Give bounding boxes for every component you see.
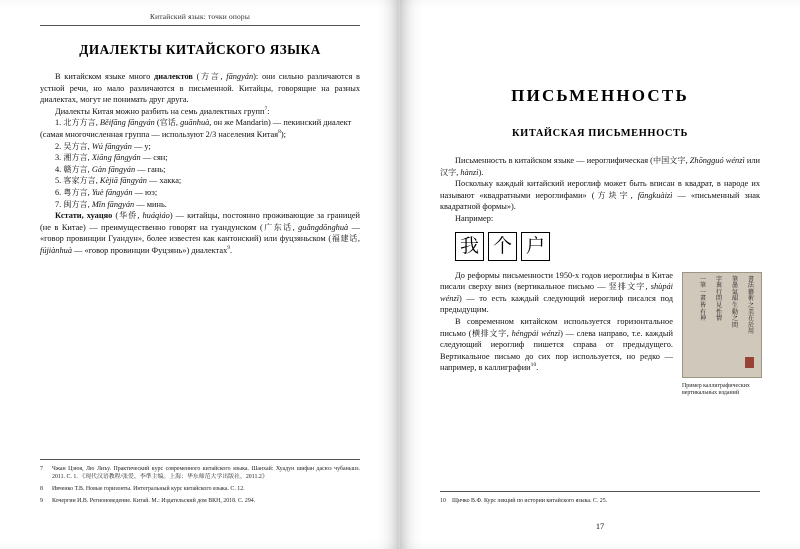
footnote-number: 8 xyxy=(40,485,43,492)
page-number: 17 xyxy=(595,522,605,531)
footnote-7 xyxy=(40,465,360,481)
dialect-list-item-7: 7. 闽方言, Mǐn fāngyán — минь. xyxy=(55,198,167,209)
paragraph-seven-groups: Диалекты Китая можно разбить на семь диалектных групп$^7$: xyxy=(55,106,270,116)
dialect-list-item-3: 3. 湘方言, Xiāng fāngyán — сян; xyxy=(55,152,168,163)
calligraphy-figure xyxy=(682,272,760,398)
calligraphy-image xyxy=(682,272,762,378)
footnote-number: 7 xyxy=(40,465,43,472)
subsection-title: КИТАЙСКАЯ ПИСЬМЕННОСТЬ xyxy=(512,128,688,139)
left-footnotes xyxy=(40,459,360,509)
paragraph-huaqiao: Кстати, хуацяо (华侨, huáqiáo) — китайцы, постоянно проживающие за границей (не в Китае) — преимущественно говорят на гуандунском (广东话, guǎngdōnghuà — «говор провинции Гуандун», более известен как кантонский) или фуцзяньском (福建话, fújiànhuà — «говор провинции Фуцзянь») диалектах$^9$. xyxy=(40,210,360,255)
figure-caption: Пример каллиграфических вертикальных изданий xyxy=(682,382,750,397)
paragraph-dialects-intro: В китайском языке много диалектов (方言, fāngyán): они сильно различаются в устной речи, но мало различаются в письменной. Китайцы, говорящие на разных диалектах, могут не понимать друг друга. xyxy=(40,71,360,105)
dialect-list-item-2: 2. 吴方言, Wú fāngyán — у; xyxy=(55,140,151,151)
footnote-8 xyxy=(40,485,360,493)
dialect-list-item-6: 6. 粤方言, Yuè fāngyán — юэ; xyxy=(55,186,158,197)
paragraph-vertical-writing: До реформы письменности 1950-х годов иероглифы в Китае писали сверху вниз (вертикальное письмо — 竖排文字, shùpái wénzì) — то есть каждый следующий иероглиф писался под предыдущим. xyxy=(440,270,673,315)
calligraphy-column-4: 一筆一畫皆有神 xyxy=(699,275,707,323)
right-page xyxy=(400,0,800,549)
calligraphy-column-2: 筆墨氣韻生動之間 xyxy=(731,275,739,329)
footnote-text: Щичко В.Ф. Курс лекций по истории китайского языка. С. 25. xyxy=(452,497,608,504)
dialect-list-item-1: 1. 北方方言, Běifāng fāngyán (官话, guānhuà, он же Mandarin) — пекинский диалект (самая многочисленная группа — используют 2/3 населения Китая$^8$); xyxy=(40,117,352,139)
footnote-10 xyxy=(440,497,760,505)
running-head: Китайский язык: точки опоры xyxy=(40,12,360,26)
footnote-text: Чжан Цэюя, Лю Лиъу. Практический курс современного китайского языка. Шанхай: Хуадун шифан дасюэ чубаньшэ. 2011. С. 1. 《现代汉语教程/张爱、李準主编。上海：华东师范大学出版社，2011.2》 xyxy=(52,465,360,480)
footnote-number: 10 xyxy=(440,497,446,504)
section-title: ПИСЬМЕННОСТЬ xyxy=(511,86,689,105)
chapter-title: ДИАЛЕКТЫ КИТАЙСКОГО ЯЗЫКА xyxy=(79,42,321,57)
paragraph-square-characters: Поскольку каждый китайский иероглиф может быть вписан в квадрат, в народе их называют «квадратными иероглифами» (方块字, fāngkuàizì — «письменный знак квадратной формы»). xyxy=(440,179,761,212)
footnote-9 xyxy=(40,497,360,505)
example-glyph-3: 户 xyxy=(521,232,550,261)
paragraph-horizontal-writing: В современном китайском используется горизонтальное письмо (横排文字, héngpái wénzì) — слева направо, т.е. каждый следующий иероглиф пишется справа от предыдущего. Вертикальное письмо до сих пор используется, но редко — например, в каллиграфии$^{10}$. xyxy=(440,316,673,373)
example-glyph-row xyxy=(455,232,760,261)
paragraph-for-example: Например: xyxy=(455,213,494,223)
calligraphy-column-3: 字裏行間見性情 xyxy=(715,275,723,323)
right-footnotes xyxy=(440,491,760,509)
footnote-text: Кочергин И.В. Регионоведение. Китай. М.: Издательский дом ВКН, 2018. С. 294. xyxy=(52,497,256,504)
seal-stamp-icon xyxy=(745,357,754,368)
calligraphy-column-1: 書法藝術之美在於用 xyxy=(747,275,755,336)
paragraph-writing-intro: Письменность в китайском языке — иероглифическая (中国文字, Zhōngguó wénzì или 汉字, hànzì). xyxy=(440,155,760,177)
right-page-content xyxy=(440,12,760,400)
left-page-content xyxy=(40,12,360,257)
dialect-list-item-5: 5. 客家方言, Kèjiā fāngyán — хакка; xyxy=(55,175,182,186)
dialect-list-item-4: 4. 赣方言, Gàn fāngyán — гань; xyxy=(55,163,166,174)
example-glyph-2: 个 xyxy=(488,232,517,261)
example-glyph-1: 我 xyxy=(455,232,484,261)
footnote-number: 9 xyxy=(40,497,43,504)
footnote-text: Ивченко Т.В. Новые горизонты. Интегральный курс китайского языка. С. 12. xyxy=(52,485,245,492)
